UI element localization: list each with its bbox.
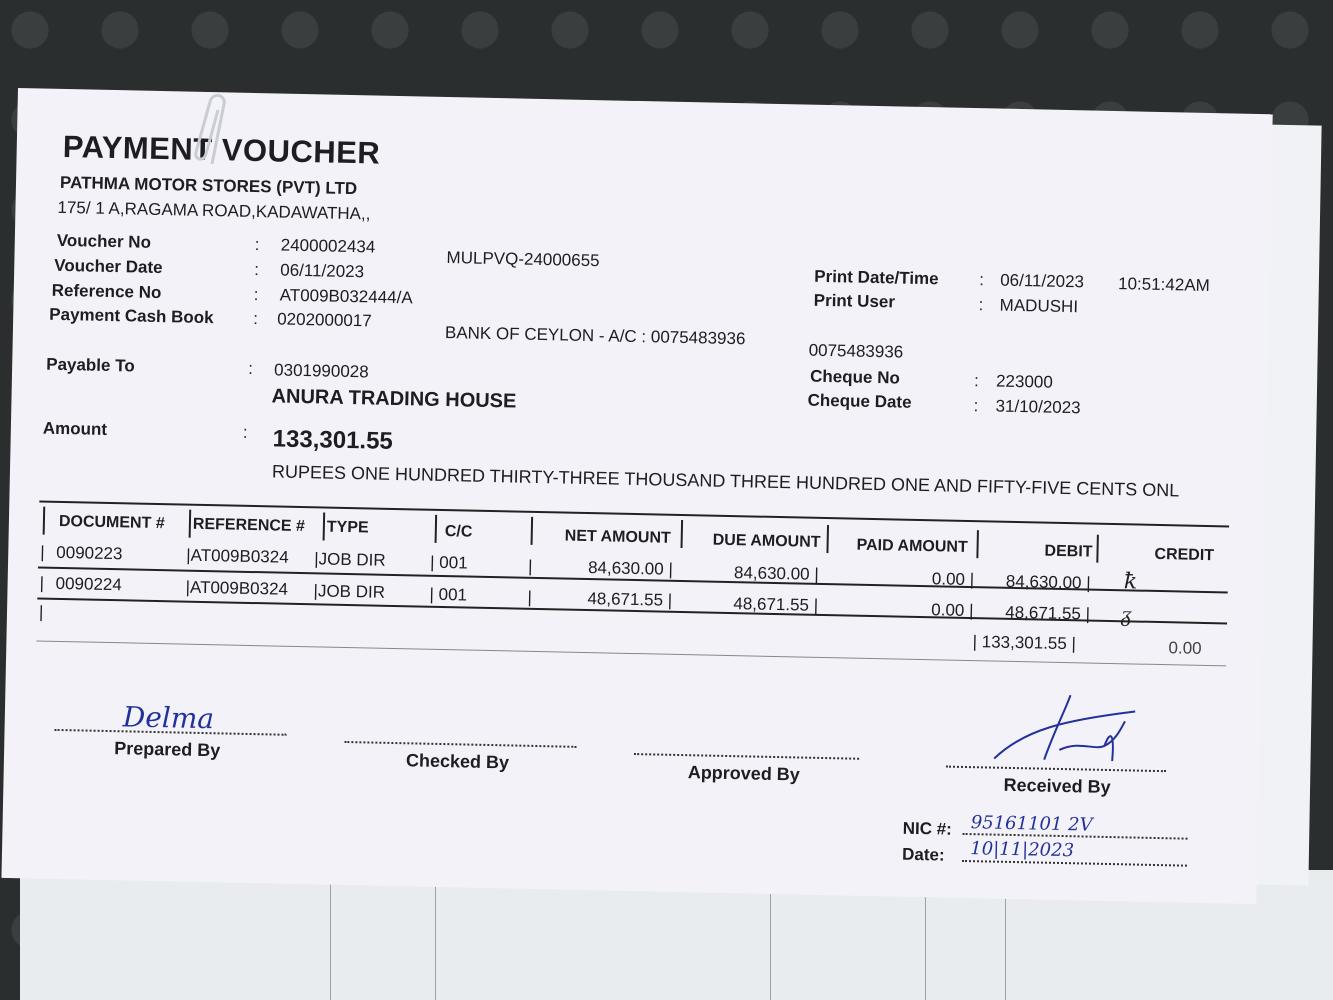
- approved-by-label: Approved By: [687, 762, 801, 785]
- col-credit: CREDIT: [1154, 545, 1215, 565]
- document-title: PAYMENT VOUCHER: [62, 128, 381, 171]
- col-net-amount: NET AMOUNT: [564, 527, 671, 547]
- row2-net: 48,671.55 |: [587, 589, 673, 610]
- row1-reference: |AT009B0324: [186, 545, 289, 567]
- account-no: 0075483936: [808, 340, 904, 362]
- colon: :: [978, 270, 985, 290]
- nic-value: 95161101 2V: [970, 812, 1093, 836]
- company-name: PATHMA MOTOR STORES (PVT) LTD: [59, 172, 358, 199]
- payment-voucher: [1, 88, 1272, 904]
- colon: :: [247, 358, 254, 378]
- row2-document: 0090224: [55, 573, 123, 595]
- reference-no: AT009B032444/A: [279, 285, 413, 308]
- row1-debit: 84,630.00 |: [1005, 571, 1091, 593]
- prepared-by-label: Prepared By: [113, 738, 221, 761]
- cash-book: 0202000017: [277, 309, 372, 331]
- row-separator: |: [38, 602, 44, 622]
- colon: :: [253, 284, 259, 305]
- bank-account: BANK OF CEYLON - A/C : 0075483936: [444, 322, 746, 349]
- row2-reference: |AT009B0324: [185, 577, 289, 599]
- colon: :: [973, 396, 979, 416]
- row1-due: 84,630.00 |: [733, 563, 819, 584]
- row1-document: 0090223: [56, 542, 123, 564]
- colon: :: [254, 234, 260, 255]
- date-label: Date:: [901, 844, 945, 865]
- col-paid-amount: PAID AMOUNT: [856, 536, 968, 556]
- amount-in-words: RUPEES ONE HUNDRED THIRTY-THREE THOUSAND THREE HUNDRED ONE AND FIFTY-FIVE CENTS ONL: [271, 461, 1180, 501]
- row-separator: |: [40, 542, 45, 562]
- colon: :: [253, 308, 259, 329]
- checked-by-label: Checked By: [405, 750, 510, 773]
- row-separator: |: [39, 573, 45, 593]
- company-address: 175/ 1 A,RAGAMA ROAD,KADAWATHA,,: [57, 197, 371, 224]
- row2-debit: 48,671.55 |: [1005, 602, 1091, 624]
- payee-name: ANURA TRADING HOUSE: [271, 385, 517, 413]
- voucher-date-label: Voucher Date: [54, 255, 163, 278]
- reference-no-label: Reference No: [51, 280, 162, 303]
- total-debit: | 133,301.55 |: [972, 632, 1077, 654]
- date-value: 10|11|2023: [970, 838, 1075, 862]
- print-user: MADUSHI: [999, 295, 1079, 317]
- approved-line: [634, 753, 859, 760]
- row2-paid: 0.00 |: [931, 600, 974, 621]
- row1-check-mark: ꝁ: [1123, 569, 1138, 595]
- row2-due: 48,671.55 |: [733, 594, 819, 615]
- row1-net: 84,630.00 |: [587, 558, 674, 579]
- col-debit: DEBIT: [1044, 542, 1093, 561]
- row2-type: |JOB DIR: [313, 581, 386, 602]
- colon: :: [978, 295, 984, 315]
- col-cc: C/C: [444, 523, 473, 541]
- date-line: [962, 860, 1187, 867]
- paper-clip-icon: [188, 92, 240, 172]
- prepared-signature: Delma: [122, 700, 215, 736]
- colon: :: [973, 371, 980, 391]
- print-time: 10:51:42AM: [1117, 274, 1211, 296]
- total-credit: 0.00: [1168, 638, 1202, 658]
- cheque-date: 31/10/2023: [995, 396, 1081, 418]
- row-separator: |: [527, 556, 533, 576]
- voucher-no-label: Voucher No: [56, 230, 152, 252]
- checked-line: [344, 741, 576, 748]
- colon: :: [242, 422, 248, 442]
- amount-label: Amount: [42, 418, 108, 439]
- voucher-code: MULPVQ-24000655: [446, 248, 600, 271]
- received-by-label: Received By: [1003, 774, 1111, 798]
- col-due-amount: DUE AMOUNT: [712, 531, 821, 551]
- row1-type: |JOB DIR: [314, 549, 386, 570]
- col-type: TYPE: [326, 518, 369, 537]
- row2-cc: | 001: [429, 584, 468, 605]
- row1-cc: | 001: [429, 552, 468, 573]
- row-separator: |: [527, 587, 533, 607]
- cheque-no-label: Cheque No: [809, 366, 901, 388]
- amount-value: 133,301.55: [272, 425, 394, 455]
- payable-to-label: Payable To: [46, 354, 135, 376]
- print-user-label: Print User: [813, 290, 896, 312]
- voucher-date: 06/11/2023: [280, 260, 365, 282]
- cheque-no: 223000: [995, 371, 1053, 392]
- print-date: 06/11/2023: [999, 270, 1085, 292]
- colon: :: [254, 259, 260, 280]
- cheque-date-label: Cheque Date: [807, 390, 912, 412]
- voucher-no: 2400002434: [280, 235, 376, 257]
- col-document: DOCUMENT #: [58, 512, 165, 533]
- row1-paid: 0.00 |: [931, 569, 975, 590]
- nic-label: NIC #:: [902, 818, 953, 839]
- cash-book-label: Payment Cash Book: [49, 304, 214, 328]
- row2-check-mark: ᵹ: [1120, 602, 1132, 628]
- print-datetime-label: Print Date/Time: [814, 266, 939, 289]
- payee-code: 0301990028: [273, 360, 369, 382]
- col-reference: REFERENCE #: [192, 515, 306, 536]
